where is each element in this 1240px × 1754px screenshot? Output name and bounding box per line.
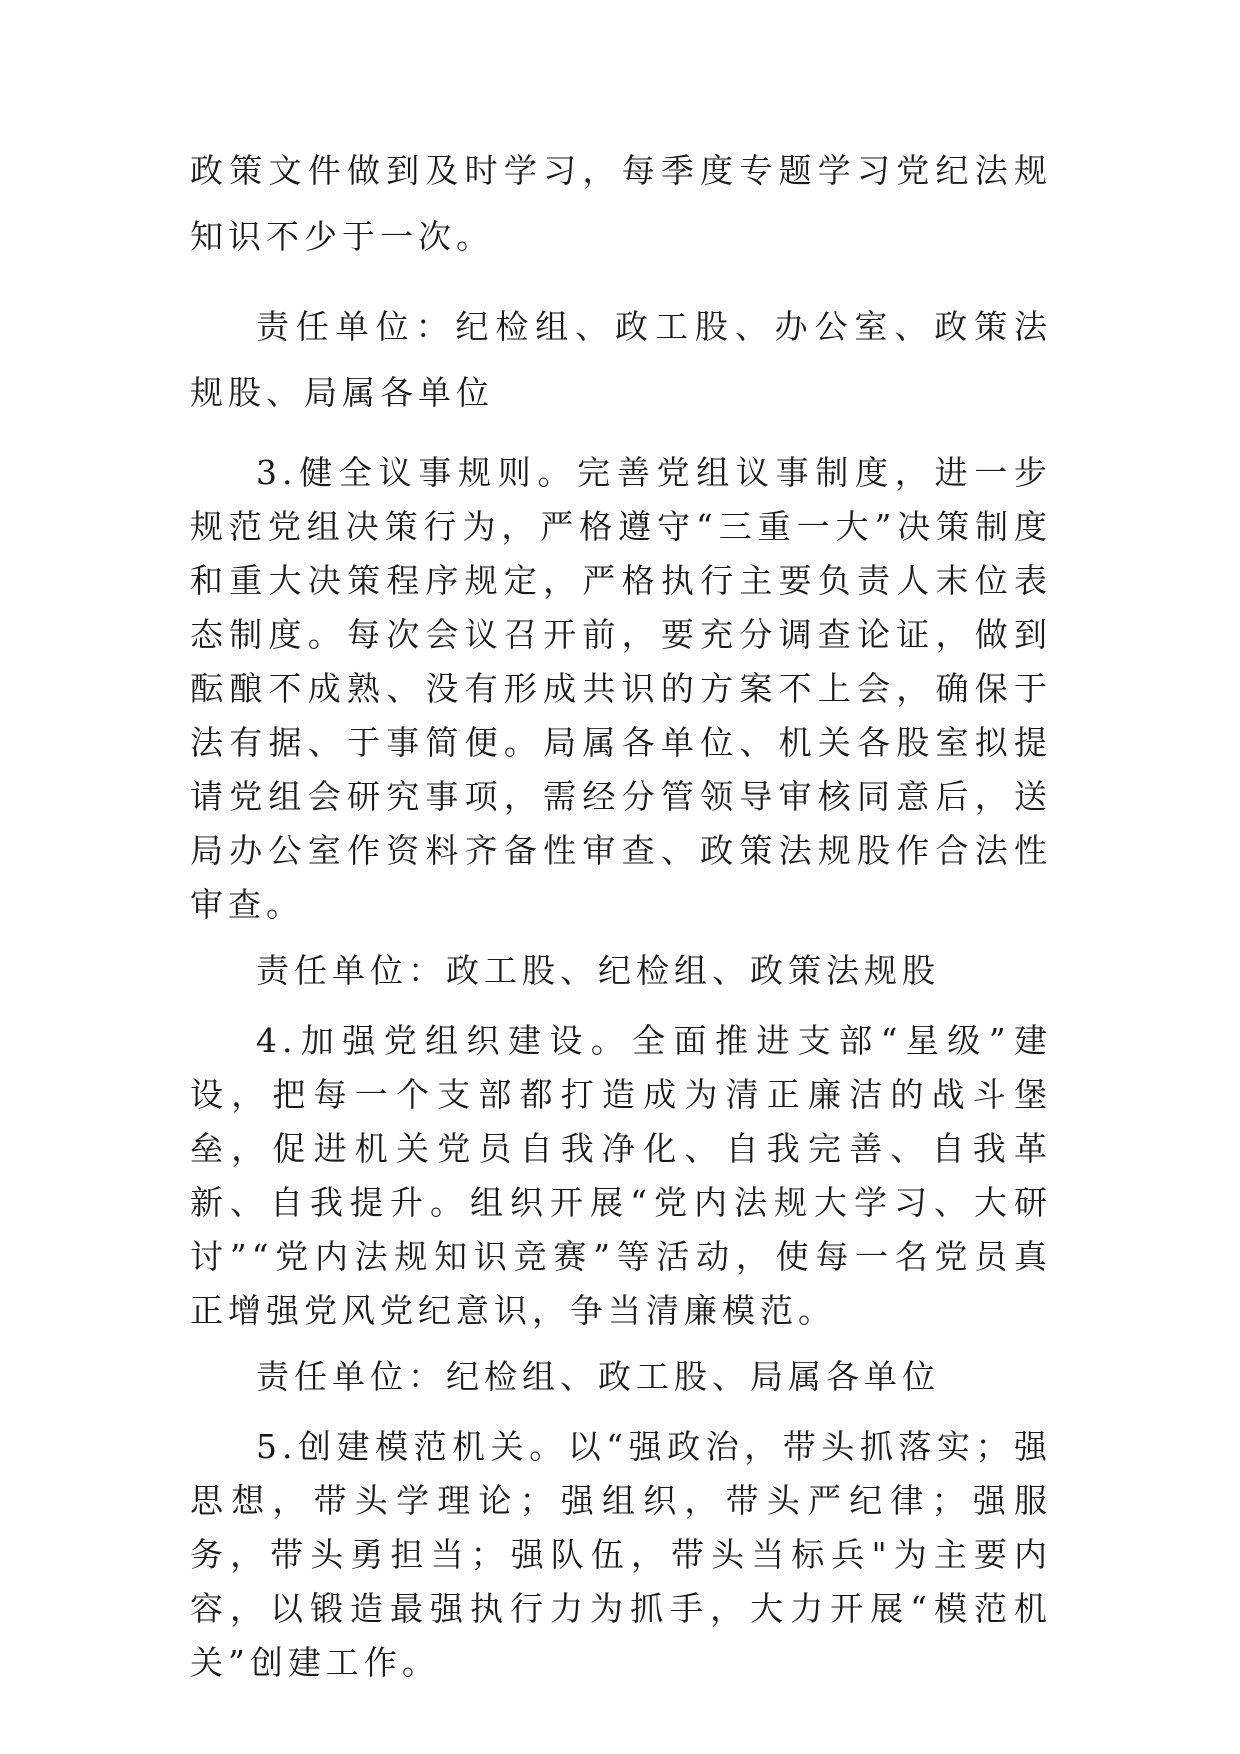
document-body: [190, 138, 1052, 1690]
paragraph-item-5-model-organ: 5.创建模范机关。以“强政治，带头抓落实；强思想，带头学理论；强组织，带头严纪律；强服务，带头勇担当；强队伍，带头当标兵"为主要内容，以锻造最强执行力为抓手，大力开展“模范机关”创建工作。: [190, 1427, 1052, 1682]
responsibility-units-3: 责任单位：政工股、纪检组、政策法规股: [256, 951, 940, 990]
paragraph-item-4-party-org: 4.加强党组织建设。全面推进支部“星级”建设，把每一个支部都打造成为清正廉洁的战斗堡垒，促进机关党员自我净化、自我完善、自我革新、自我提升。组织开展“党内法规大学习、大研讨”“党内法规知识竞赛”等活动，使每一名党员真正增强党风党纪意识，争当清廉模范。: [190, 1021, 1052, 1330]
responsibility-units-4: 责任单位：纪检组、政工股、局属各单位: [256, 1357, 940, 1396]
paragraph-continued: 政策文件做到及时学习，每季度专题学习党纪法规知识不少于一次。: [190, 151, 1052, 256]
paragraph-item-3-rules: 3.健全议事规则。完善党组议事制度，进一步规范党组决策行为，严格遵守“三重一大”决策制度和重大决策程序规定，严格执行主要负责人末位表态制度。每次会议召开前，要充分调查论证，做到酝酿不成熟、没有形成共识的方案不上会，确保于法有据、于事简便。局属各单位、机关各股室拟提请党组会研究事项，需经分管领导审核同意后，送局办公室作资料齐备性审查、政策法规股作合法性审查。: [190, 453, 1052, 924]
responsibility-units-2: 责任单位：纪检组、政工股、办公室、政策法规股、局属各单位: [190, 307, 1052, 412]
